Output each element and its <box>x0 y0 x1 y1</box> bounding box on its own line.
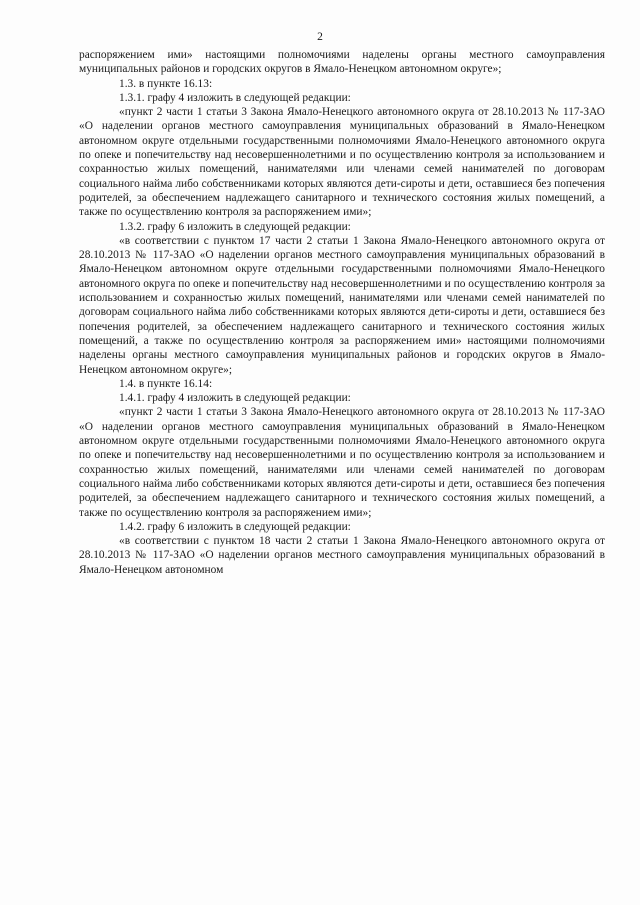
paragraph-item-1-3: 1.3. в пункте 16.13: <box>119 77 213 90</box>
document-body <box>79 48 605 577</box>
paragraph-item-1-4: 1.4. в пункте 16.14: <box>119 377 213 390</box>
paragraph-item-1-4-2: 1.4.2. графу 6 изложить в следующей редакции: <box>119 520 351 533</box>
paragraph-quote-1-4-1: «пункт 2 части 1 статьи 3 Закона Ямало-Ненецкого автономного округа от 28.10.2013 № 117-ЗАО «О наделении органов местного самоуправления муниципальных образований в Ямало-Ненецком автономном округе отдельными государственными полномочиями Ямало-Ненецкого автономного округа по опеке и попечительству над несовершеннолетними и по осуществлению контроля за использованием и сохранностью жилых помещений, нанимателями или членами семей нанимателей по договорам социального найма либо собственниками которых являются дети-сироты и дети, оставшиеся без попечения родителей, за обеспечением надлежащего санитарного и технического состояния жилых помещений, а также по осуществлению контроля за распоряжением ими»; <box>79 406 605 519</box>
paragraph-item-1-3-1: 1.3.1. графу 4 изложить в следующей редакции: <box>119 91 351 104</box>
paragraph-quote-1-3-1: «пункт 2 части 1 статьи 3 Закона Ямало-Ненецкого автономного округа от 28.10.2013 № 117-ЗАО «О наделении органов местного самоуправления муниципальных образований в Ямало-Ненецком автономном округе отдельными государственными полномочиями Ямало-Ненецкого автономного округа по опеке и попечительству над несовершеннолетними и по осуществлению контроля за использованием и сохранностью жилых помещений, нанимателями или членами семей нанимателей по договорам социального найма либо собственниками которых являются дети-сироты и дети, оставшиеся без попечения родителей, за обеспечением надлежащего санитарного и технического состояния жилых помещений, а также по осуществлению контроля за распоряжением ими»; <box>79 106 605 219</box>
paragraph-quote-1-3-2: «в соответствии с пунктом 17 части 2 статьи 1 Закона Ямало-Ненецкого автономного округа от 28.10.2013 № 117-ЗАО «О наделении органов местного самоуправления муниципальных образований в Ямало-Ненецком автономном округе отдельными государственными полномочиями Ямало-Ненецкого автономного округа по опеке и попечительству над несовершеннолетними и по осуществлению контроля за использованием и сохранностью жилых помещений, нанимателями или членами семей нанимателей по договорам социального найма либо собственниками которых являются дети-сироты и дети, оставшиеся без попечения родителей, за обеспечением надлежащего санитарного и технического состояния жилых помещений, а также по осуществлению контроля за распоряжением ими» настоящими полномочиями наделены органы местного самоуправления муниципальных районов и городских округов в Ямало-Ненецком автономном округе»; <box>79 234 605 376</box>
paragraph-item-1-3-2: 1.3.2. графу 6 изложить в следующей редакции: <box>119 220 351 233</box>
paragraph-item-1-4-1: 1.4.1. графу 4 изложить в следующей редакции: <box>119 392 351 405</box>
page-number: 2 <box>317 31 323 43</box>
paragraph-quote-1-4-2: «в соответствии с пунктом 18 части 2 статьи 1 Закона Ямало-Ненецкого автономного округа от 28.10.2013 № 117-ЗАО «О наделении органов местного самоуправления муниципальных образований в Ямало-Ненецком автономном <box>79 535 605 576</box>
paragraph-continuation: распоряжением ими» настоящими полномочиями наделены органы местного самоуправления муниципальных районов и городских округов в Ямало-Ненецком автономном округе»; <box>79 49 605 76</box>
